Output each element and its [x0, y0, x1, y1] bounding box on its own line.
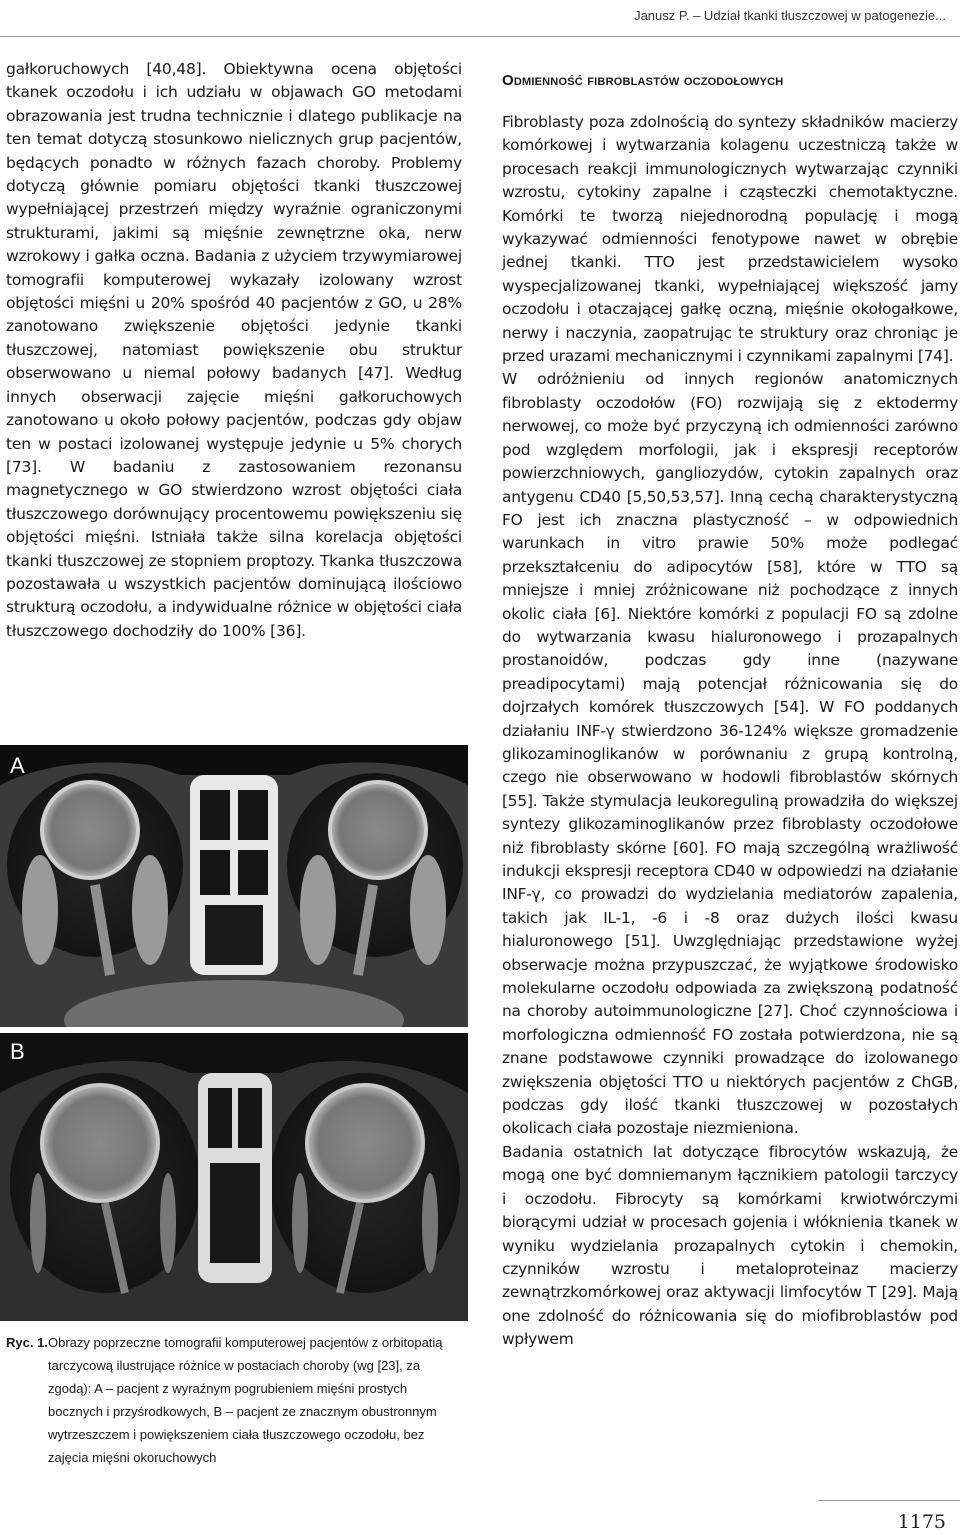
body-paragraph: W odróżnieniu od innych regionów anatomicznych fibroblasty oczodołów (FO) rozwijają się z ektodermy nerwowej, co może być przyczyną ich odmienności zarówno pod względem morfologii, jak i ekspresji receptorów powierzchniowych, gangliozydów, cytokin zapalnych oraz antygenu CD40 [5,50,53,57]. Inną cechą charakterystyczną FO jest ich znaczna plastyczność – w odpowiednich warunkach in vitro prawie 50% może podlegać przekształceniu do adipocytów [58], które w TTO są mniejsze i mniej zróżnicowane niż pochodzące z innych okolic ciała [6]. Niektóre komórki z populacji FO są zdolne do wytwarzania kwasu hialuronowego i prozapalnych prostanoidów, podczas gdy inne (nazywane preadipocytami) mają potencjał różnicowania się do dojrzałych komórek tłuszczowych [54]. W FO poddanych działaniu INF-γ stwierdzono 36-124% większe gromadzenie glikozaminoglikanów w porównaniu z grupą kontrolną, czego nie obserwowano w hodowli fibroblastów skórnych [55]. Także stymulacja leukoreguliną prowadziła do większej syntezy glikozaminoglikanów przez fibroblasty oczodołowe niż fibroblasty skórne [60]. FO mają szczególną wrażliwość indukcji ekspresji receptora CD40 w odpowiedzi na działanie INF-γ, co prowadzi do wydzielania mediatorów zapalenia, takich jak IL-1, -6 i -8 oraz dużych ilości kwasu hialuronowego [51]. Uwzględniając przedstawione wyżej obserwacje można przypuszczać, że wyjątkowe środowisko molekularne oczodołu odpowiada za zwiększoną podatność na choroby autoimmunologiczne [27]. Choć czynnościowa i morfologiczna odmienność FO została potwierdzona, nie są znane podstawowe czynniki prowadzące do izolowanego zwiększenia objętości TTO u niektórych pacjentów z ChGB, podczas gdy ilość tkanki tłuszczowej w pozostałych okolicach ciała pozostaje niezmieniona.: [502, 370, 958, 1138]
body-paragraph: gałkoruchowych [40,48]. Obiektywna ocena objętości tkanek oczodołu i ich udziału w objawach GO metodami obrazowania jest trudna technicznie i dlatego publikacje na ten temat dotyczą stosunkowo nielicznych grup pacjentów, będących ponadto w różnych fazach choroby. Problemy dotyczą głównie pomiaru objętości tkanki tłuszczowej wypełniającej przestrzeń między wyraźnie ograniczonymi strukturami, jakimi są mięśnie zewnętrzne oka, nerw wzrokowy i gałka oczna. Badania z użyciem trzywymiarowej tomografii komputerowej wykazały izolowany wzrost objętości mięśni u 20% spośród 40 pacjentów z GO, u 28% zanotowano zwiększenie objętości jedynie tkanki tłuszczowej, natomiast powiększenie obu struktur obserwowano u niemal połowy badanych [47]. Według innych obserwacji zajęcie mięśni gałkoruchowych zanotowano u około połowy pacjentów, podczas gdy objaw ten w postaci izolowanej występuje jedynie u 5% chorych [73]. W badaniu z zastosowaniem rezonansu magnetycznego w GO stwierdzono wzrost objętości ciała tłuszczowego dorównujący procentowemu powiększeniu się objętości mięśni. Istniała także silna korelacja objętości tkanki tłuszczowej ze stopniem proptozy. Tkanka tłuszczowa pozostawała u wszystkich pacjentów dominującą ilościowo strukturą oczodołu, a indywidualne różnice w objętości ciała tłuszczowego dochodziły do 100% [36].: [6, 60, 462, 640]
ct-panel-b: [0, 1033, 468, 1321]
section-heading: Odmienność fibroblastów oczodołowych: [502, 72, 784, 89]
body-paragraph: Badania ostatnich lat dotyczące fibrocytów wskazują, że mogą one być domniemanym łącznikiem patologii tarczycy i oczodołu. Fibrocyty są komórkami krwiotwórczymi biorącymi udział w procesach gojenia i włóknienia tkanek w wyniku wydzielania prozapalnych cytokin i chemokin, czynników wzrostu i metaloproteinaz macierzy zewnątrzkomórkowej oraz aktywacji limfocytów T [29]. Mają one zdolność do różnicowania się do miofibroblastów pod wpływem: [502, 1142, 958, 1349]
footer-rule: [818, 1500, 960, 1501]
right-column: [502, 58, 958, 1352]
caption-text: Obrazy poprzeczne tomografii komputerowej pacjentów z orbitopatią tarczycową ilustrujące różnice w postaciach choroby (wg [23], za zgodą): A – pacjent z wyraźnym pogrubieniem mięśni prostych bocznych i przyśrodkowych, B – pacjent ze znacznym obustronnym wytrzeszczem i powiększeniem ciała tłuszczowego oczodołu, bez zajęcia mięśni okoruchowych: [48, 1335, 443, 1465]
panel-a-label: A: [10, 753, 25, 778]
figure-caption: [6, 1331, 462, 1469]
ct-figure: [0, 745, 468, 1321]
ct-panel-a: [0, 745, 468, 1060]
running-title: Janusz P. – Udział tkanki tłuszczowej w patogenezie...: [634, 8, 946, 23]
panel-b-label: B: [10, 1039, 25, 1064]
left-column: [6, 58, 462, 643]
page-number: 1175: [897, 1511, 946, 1533]
running-header: [0, 0, 960, 37]
caption-label: Ryc. 1.: [6, 1335, 48, 1350]
body-paragraph: Fibroblasty poza zdolnością do syntezy składników macierzy komórkowej i wytwarzania kolagenu uczestniczą także w procesach reakcji immunologicznych wytwarzając czynniki wzrostu, cytokiny zapalne i cząsteczki chemotaktyczne. Komórki te tworzą niejednorodną populację i mogą wykazywać odmienności fenotypowe nawet w obrębie jednej tkanki. TTO jest przedstawicielem wysoko wyspecjalizowanej tkanki, wypełniającej większość jamy oczodołu i otaczającej gałkę oczną, mięśnie okołogałkowe, nerwy i naczynia, zaopatrując te struktury oraz chroniąc je przed urazami mechanicznymi i czynnikami zapalnymi [74].: [502, 113, 958, 366]
